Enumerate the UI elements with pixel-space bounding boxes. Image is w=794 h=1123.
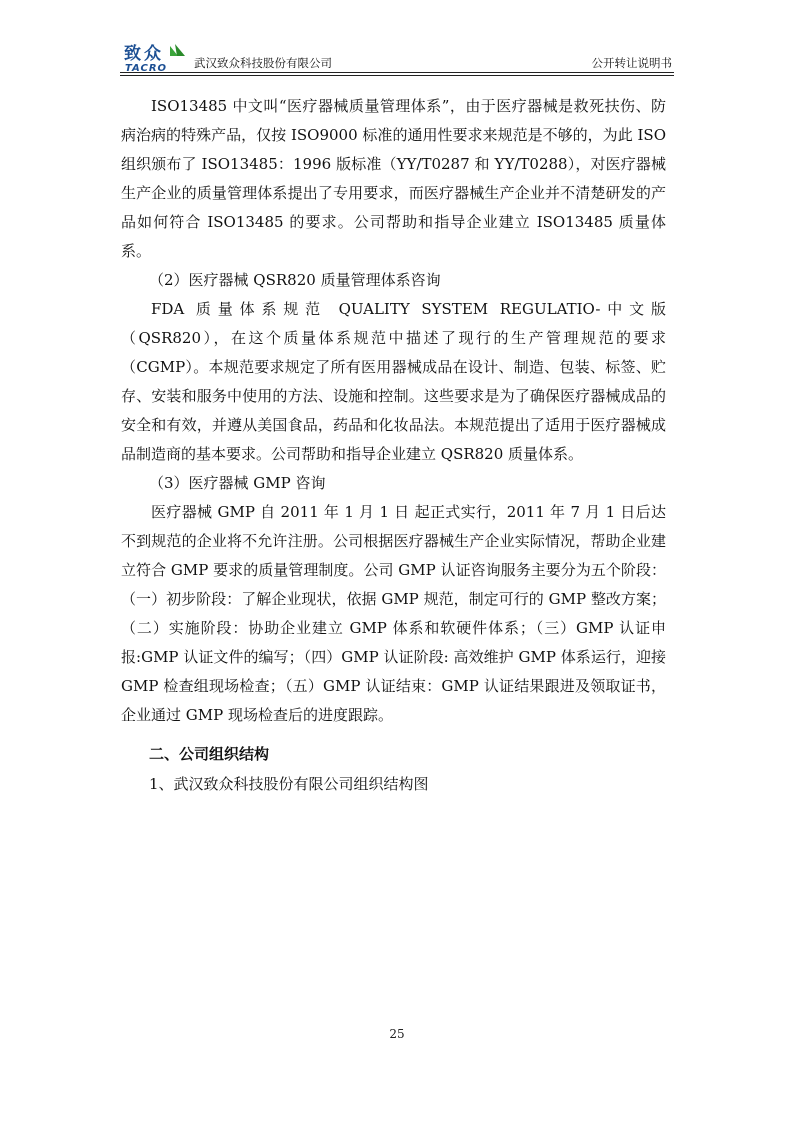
svg-text:众: 众: [144, 44, 161, 64]
company-name: 武汉致众科技股份有限公司: [194, 56, 332, 70]
subheading-qsr820: （2）医疗器械 QSR820 质量管理体系咨询: [149, 271, 441, 289]
header-rule-thin: [120, 75, 674, 76]
paragraph-gmp: 医疗器械 GMP 自 2011 年 1 月 1 日 起正式实行，2011 年 7 月 1 日后达不到规范的企业将不允许注册。公司根据医疗器械生产企业实际情况，帮助企业建立符合 GMP 要求的质量管理制度。公司 GMP 认证咨询服务主要分为五个阶段：（一）初步阶段：了解企业现状，依据 GMP 规范，制定可行的 GMP 整改方案；（二）实施阶段：协助企业建立 GMP 体系和软硬件体系；（三）GMP 认证申报:GMP 认证文件的编写；（四）GMP 认证阶段: 高效维护 GMP 体系运行，迎接 GMP 检查组现场检查；（五）GMP 认证结束：GMP 认证结果跟进及领取证书，企业通过 GMP 现场检查后的进度跟踪。: [121, 503, 666, 724]
subheading-gmp: （3）医疗器械 GMP 咨询: [149, 474, 326, 492]
page-body: [121, 92, 666, 799]
company-logo: [122, 42, 188, 72]
section-heading: 二、公司组织结构: [149, 745, 270, 763]
paragraph-iso13485: ISO13485 中文叫“医疗器械质量管理体系”，由于医疗器械是救死扶伤、防病治病的特殊产品，仅按 ISO9000 标准的通用性要求来规范是不够的，为此 ISO 组织颁布了 ISO13485：1996 版标准（YY/T0287 和 YY/T0288），对医疗器械生产企业的质量管理体系提出了专用要求，而医疗器械生产企业并不清楚研发的产品如何符合 ISO13485 的要求。公司帮助和指导企业建立 ISO13485 质量体系。: [121, 97, 666, 260]
header-rule: [120, 72, 674, 73]
paragraph-qsr820: FDA 质量体系规范 QUALITY SYSTEM REGULATIO-中文版（QSR820），在这个质量体系规范中描述了现行的生产管理规范的要求（CGMP）。本规范要求规定了所有医用器械成品在设计、制造、包装、标签、贮存、安装和服务中使用的方法、设施和控制。这些要求是为了确保医疗器械成品的安全和有效，并遵从美国食品，药品和化妆品法。本规范提出了适用于医疗器械成品制造商的基本要求。公司帮助和指导企业建立 QSR820 质量体系。: [121, 300, 666, 463]
org-chart-caption: 1、武汉致众科技股份有限公司组织结构图: [149, 775, 429, 793]
page-number: 25: [389, 1027, 405, 1041]
svg-text:致: 致: [124, 44, 141, 64]
page-header: [120, 40, 674, 74]
document-title: 公开转让说明书: [591, 56, 672, 70]
svg-text:TACRO: TACRO: [125, 63, 168, 72]
